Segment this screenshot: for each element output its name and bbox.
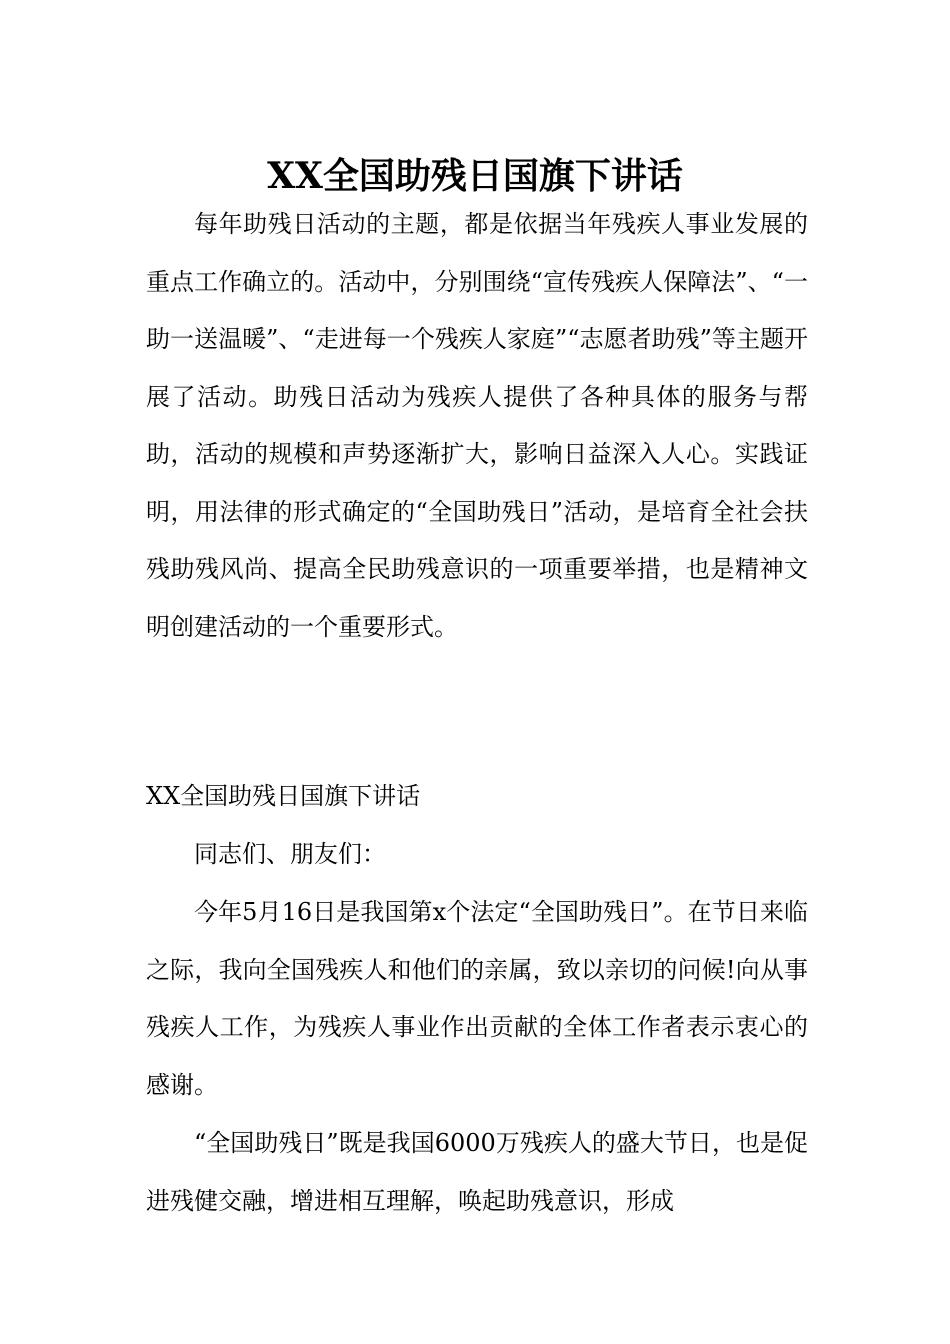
salutation: 同志们、朋友们： — [194, 840, 386, 868]
section-subtitle: XX全国助残日国旗下讲话 — [146, 782, 421, 810]
speech-paragraph-2: “全国助残日”既是我国6000万残疾人的盛大节日，也是促进残健交融，增进相互理解，唤起助残意识，形成 — [146, 1129, 808, 1215]
speech-paragraph-1: 今年5月16日是我国第x个法定“全国助残日”。在节日来临之际，我向全国残疾人和他们的亲属，致以亲切的问候!向从事残疾人工作，为残疾人事业作出贡献的全体工作者表示衷心的感谢。 — [146, 898, 808, 1099]
document-title: XX全国助残日国旗下讲话 — [267, 155, 683, 198]
intro-paragraph: 每年助残日活动的主题，都是依据当年残疾人事业发展的重点工作确立的。活动中，分别围绕“宣传残疾人保障法”、“一助一送温暖”、“走进每一个残疾人家庭”“志愿者助残”等主题开展了活动。助残日活动为残疾人提供了各种具体的服务与帮助，活动的规模和声势逐渐扩大，影响日益深入人心。实践证明，用法律的形式确定的“全国助残日”活动，是培育全社会扶残助残风尚、提高全民助残意识的一项重要举措，也是精神文明创建活动的一个重要形式。 — [146, 210, 808, 641]
